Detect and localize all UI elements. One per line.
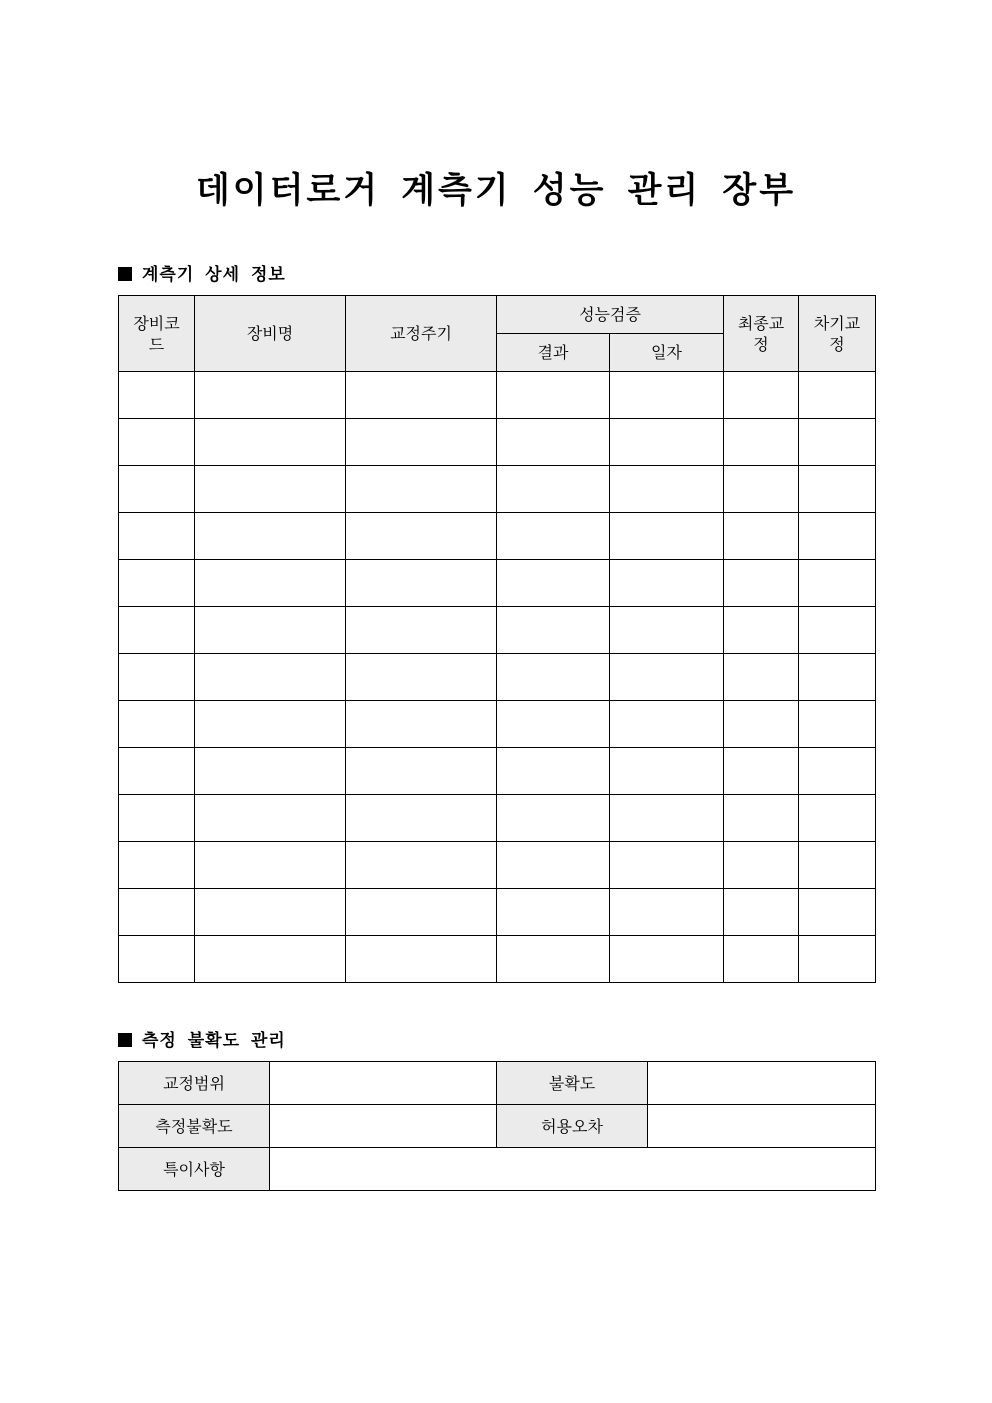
cell-cycle[interactable] <box>346 419 497 466</box>
section-heading-uncertainty <box>118 1026 286 1051</box>
cell-last[interactable] <box>724 795 799 842</box>
cell-next[interactable] <box>799 513 876 560</box>
cell-code[interactable] <box>119 419 195 466</box>
table-row <box>119 560 876 607</box>
header-calibration-cycle: 교정주기 <box>346 296 497 372</box>
cell-date[interactable] <box>610 372 724 419</box>
cell-last[interactable] <box>724 748 799 795</box>
cell-date[interactable] <box>610 842 724 889</box>
cell-result[interactable] <box>497 889 610 936</box>
cell-date[interactable] <box>610 795 724 842</box>
header-next-calibration: 차기교 정 <box>799 296 876 372</box>
field-tolerance[interactable] <box>648 1105 876 1148</box>
cell-last[interactable] <box>724 889 799 936</box>
cell-result[interactable] <box>497 748 610 795</box>
cell-name[interactable] <box>195 560 346 607</box>
cell-code[interactable] <box>119 513 195 560</box>
cell-cycle[interactable] <box>346 513 497 560</box>
document-title: 데이터로거 계측기 성능 관리 장부 <box>195 171 797 211</box>
table-row <box>119 466 876 513</box>
cell-last[interactable] <box>724 701 799 748</box>
cell-name[interactable] <box>195 701 346 748</box>
table-row <box>119 701 876 748</box>
header-date: 일자 <box>610 334 724 372</box>
cell-date[interactable] <box>610 419 724 466</box>
table-row <box>119 889 876 936</box>
cell-last[interactable] <box>724 466 799 513</box>
cell-code[interactable] <box>119 654 195 701</box>
square-bullet-icon <box>118 267 132 281</box>
cell-date[interactable] <box>610 560 724 607</box>
cell-last[interactable] <box>724 607 799 654</box>
label-measurement-uncertainty: 측정불확도 <box>119 1105 270 1148</box>
cell-next[interactable] <box>799 607 876 654</box>
uncertainty-table <box>118 1061 876 1191</box>
cell-result[interactable] <box>497 607 610 654</box>
cell-next[interactable] <box>799 889 876 936</box>
cell-cycle[interactable] <box>346 842 497 889</box>
cell-date[interactable] <box>610 748 724 795</box>
header-last-calibration: 최종교 정 <box>724 296 799 372</box>
cell-cycle[interactable] <box>346 701 497 748</box>
cell-date[interactable] <box>610 654 724 701</box>
field-measurement-uncertainty[interactable] <box>270 1105 497 1148</box>
table-row <box>119 936 876 983</box>
cell-cycle[interactable] <box>346 372 497 419</box>
table-row <box>119 842 876 889</box>
label-remarks: 특이사항 <box>119 1148 270 1191</box>
field-uncertainty[interactable] <box>648 1062 876 1105</box>
cell-code[interactable] <box>119 842 195 889</box>
cell-next[interactable] <box>799 654 876 701</box>
table-row <box>119 654 876 701</box>
field-calibration-range[interactable] <box>270 1062 497 1105</box>
label-calibration-range: 교정범위 <box>119 1062 270 1105</box>
cell-code[interactable] <box>119 372 195 419</box>
cell-last[interactable] <box>724 419 799 466</box>
cell-cycle[interactable] <box>346 466 497 513</box>
cell-last[interactable] <box>724 654 799 701</box>
table-row <box>119 513 876 560</box>
cell-name[interactable] <box>195 654 346 701</box>
cell-date[interactable] <box>610 513 724 560</box>
cell-next[interactable] <box>799 466 876 513</box>
cell-result[interactable] <box>497 419 610 466</box>
cell-cycle[interactable] <box>346 607 497 654</box>
table-row <box>119 795 876 842</box>
cell-next[interactable] <box>799 936 876 983</box>
cell-date[interactable] <box>610 466 724 513</box>
cell-name[interactable] <box>195 513 346 560</box>
cell-name[interactable] <box>195 607 346 654</box>
cell-code[interactable] <box>119 889 195 936</box>
label-uncertainty: 불확도 <box>497 1062 648 1105</box>
cell-next[interactable] <box>799 748 876 795</box>
header-equipment-code: 장비코 드 <box>119 296 195 372</box>
cell-name[interactable] <box>195 419 346 466</box>
cell-result[interactable] <box>497 372 610 419</box>
cell-code[interactable] <box>119 607 195 654</box>
cell-cycle[interactable] <box>346 936 497 983</box>
cell-result[interactable] <box>497 795 610 842</box>
header-result: 결과 <box>497 334 610 372</box>
instrument-details-table <box>118 295 876 983</box>
cell-last[interactable] <box>724 513 799 560</box>
cell-name[interactable] <box>195 466 346 513</box>
cell-code[interactable] <box>119 748 195 795</box>
cell-cycle[interactable] <box>346 560 497 607</box>
cell-name[interactable] <box>195 842 346 889</box>
header-performance-verification: 성능검증 <box>497 296 724 334</box>
cell-name[interactable] <box>195 748 346 795</box>
cell-result[interactable] <box>497 842 610 889</box>
cell-last[interactable] <box>724 936 799 983</box>
cell-date[interactable] <box>610 936 724 983</box>
cell-result[interactable] <box>497 654 610 701</box>
cell-name[interactable] <box>195 372 346 419</box>
cell-next[interactable] <box>799 701 876 748</box>
cell-last[interactable] <box>724 372 799 419</box>
cell-name[interactable] <box>195 795 346 842</box>
table-row <box>119 748 876 795</box>
cell-result[interactable] <box>497 513 610 560</box>
section-heading-text: 측정 불확도 관리 <box>142 1031 286 1051</box>
label-tolerance: 허용오차 <box>497 1105 648 1148</box>
cell-code[interactable] <box>119 701 195 748</box>
cell-code[interactable] <box>119 936 195 983</box>
cell-code[interactable] <box>119 466 195 513</box>
table-row <box>119 419 876 466</box>
cell-next[interactable] <box>799 560 876 607</box>
section-heading-text: 계측기 상세 정보 <box>142 265 286 285</box>
cell-next[interactable] <box>799 795 876 842</box>
table-row <box>119 372 876 419</box>
cell-cycle[interactable] <box>346 654 497 701</box>
header-equipment-name: 장비명 <box>195 296 346 372</box>
cell-date[interactable] <box>610 607 724 654</box>
cell-result[interactable] <box>497 560 610 607</box>
cell-last[interactable] <box>724 560 799 607</box>
cell-next[interactable] <box>799 842 876 889</box>
field-remarks[interactable] <box>270 1148 876 1191</box>
section-heading-instrument-details <box>118 260 286 285</box>
cell-next[interactable] <box>799 419 876 466</box>
cell-date[interactable] <box>610 889 724 936</box>
cell-next[interactable] <box>799 372 876 419</box>
cell-last[interactable] <box>724 842 799 889</box>
cell-result[interactable] <box>497 701 610 748</box>
square-bullet-icon <box>118 1033 132 1047</box>
cell-code[interactable] <box>119 560 195 607</box>
table-row <box>119 607 876 654</box>
cell-date[interactable] <box>610 701 724 748</box>
cell-cycle[interactable] <box>346 748 497 795</box>
cell-result[interactable] <box>497 466 610 513</box>
cell-result[interactable] <box>497 936 610 983</box>
cell-code[interactable] <box>119 795 195 842</box>
cell-name[interactable] <box>195 889 346 936</box>
cell-cycle[interactable] <box>346 795 497 842</box>
cell-name[interactable] <box>195 936 346 983</box>
cell-cycle[interactable] <box>346 889 497 936</box>
